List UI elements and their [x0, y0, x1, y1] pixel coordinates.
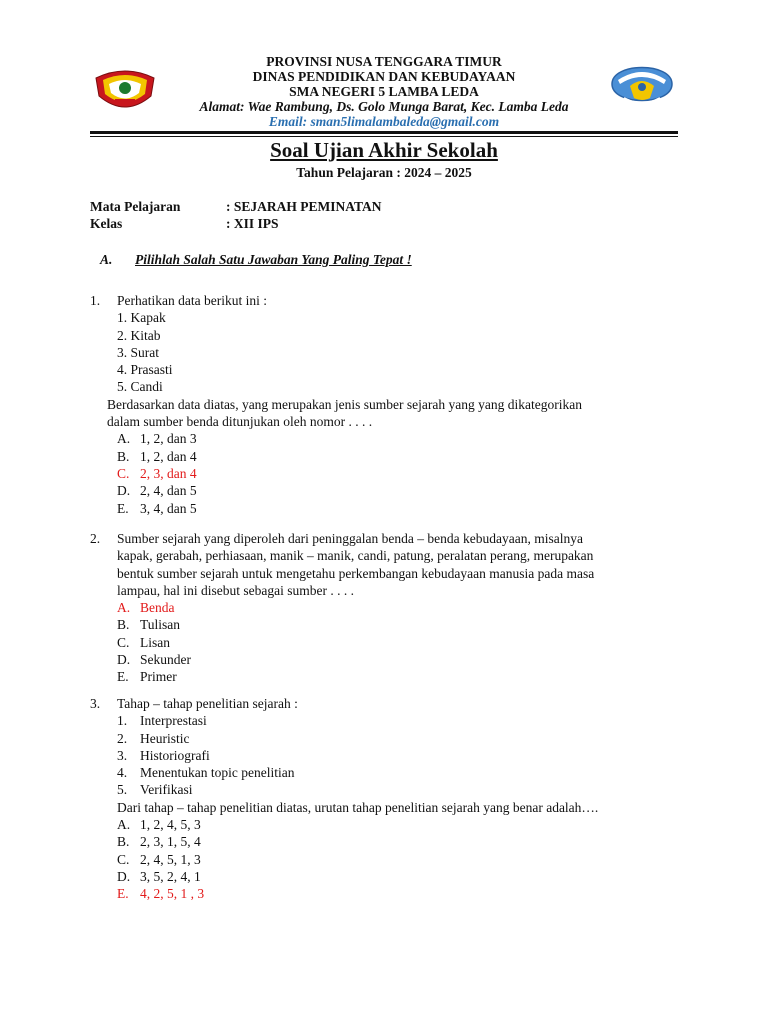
question-intro: Perhatikan data berikut ini : [117, 293, 267, 308]
question-stem: Berdasarkan data diatas, yang merupakan jenis sumber sejarah yang yang dikategorikan [107, 396, 582, 412]
option-a[interactable]: A. 1, 2, 4, 5, 3 [117, 817, 201, 833]
option-d[interactable]: D. 3, 5, 2, 4, 1 [117, 868, 201, 884]
option-c[interactable]: C. Lisan [117, 634, 170, 650]
header-divider-thick [90, 131, 678, 134]
section-instruction: Pilihlah Salah Satu Jawaban Yang Paling Tepat ! [135, 252, 412, 267]
subject-label: Mata Pelajaran [90, 199, 181, 214]
list-item: 5. Candi [117, 379, 163, 395]
question-3 [90, 695, 680, 903]
class-label: Kelas [90, 216, 123, 231]
tut-wuri-handayani-icon [610, 58, 674, 110]
list-item: 3. Surat [117, 344, 159, 360]
option-c[interactable]: C. 2, 4, 5, 1, 3 [117, 851, 201, 867]
question-stem: Dari tahap – tahap penelitian diatas, urutan tahap penelitian sejarah yang benar adalah…. [117, 799, 599, 815]
question-stem: lampau, hal ini disebut sebagai sumber . . . . [117, 582, 354, 598]
option-a[interactable]: A. 1, 2, dan 3 [117, 431, 197, 447]
school-name: SMA NEGERI 5 LAMBA LEDA [289, 84, 479, 99]
option-a[interactable]: A. Benda [117, 600, 175, 616]
department-name: DINAS PENDIDIKAN DAN KEBUDAYAAN [252, 69, 516, 84]
list-item: 2. Heuristic [117, 730, 190, 746]
option-e[interactable]: E. 4, 2, 5, 1 , 3 [117, 886, 205, 902]
option-b[interactable]: B. 2, 3, 1, 5, 4 [117, 834, 201, 850]
section-heading [100, 251, 412, 268]
class-value: : XII IPS [226, 216, 279, 231]
list-item: 5. Verifikasi [117, 782, 193, 798]
page-title: Soal Ujian Akhir Sekolah [270, 138, 498, 162]
option-d[interactable]: D. 2, 4, dan 5 [117, 483, 197, 499]
question-1 [90, 292, 680, 517]
question-2 [90, 530, 680, 686]
option-c[interactable]: C. 2, 3, dan 4 [117, 465, 197, 481]
class-row [90, 215, 279, 232]
option-e[interactable]: E. Primer [117, 669, 177, 685]
list-item: 4. Menentukan topic penelitian [117, 765, 295, 781]
option-b[interactable]: B. Tulisan [117, 617, 181, 633]
school-address: Alamat: Wae Rambung, Ds. Golo Munga Barat, Kec. Lamba Leda [199, 99, 569, 114]
question-number: 3. [90, 696, 101, 711]
question-stem: dalam sumber benda ditunjukan oleh nomor . . . . [107, 414, 373, 430]
province-name: PROVINSI NUSA TENGGARA TIMUR [266, 54, 502, 69]
question-number: 2. [90, 531, 101, 546]
subject-row [90, 198, 382, 215]
list-item: 1. Kapak [117, 310, 166, 326]
question-stem: kapak, gerabah, perhiasaan, manik – manik, candi, patung, peralatan perang, merupakan [117, 548, 594, 564]
list-item: 2. Kitab [117, 327, 161, 343]
subject-value: : SEJARAH PEMINATAN [226, 199, 382, 214]
list-item: 3. Historiografi [117, 747, 210, 763]
question-stem: bentuk sumber sejarah untuk mengetahu perkembangan kebudayaan manusia pada masa [117, 565, 595, 581]
question-stem: Sumber sejarah yang diperoleh dari peninggalan benda – benda kebudayaan, misalnya [117, 531, 583, 546]
option-b[interactable]: B. 1, 2, dan 4 [117, 448, 197, 464]
letterhead [160, 54, 608, 129]
option-e[interactable]: E. 3, 4, dan 5 [117, 500, 197, 516]
option-d[interactable]: D. Sekunder [117, 652, 191, 668]
section-label: A. [100, 252, 113, 267]
question-number: 1. [90, 293, 101, 308]
academic-year: Tahun Pelajaran : 2024 – 2025 [296, 165, 472, 180]
list-item: 1. Interprestasi [117, 713, 207, 729]
school-crest-icon [93, 66, 157, 112]
school-email: Email: sman5limalambaleda@gmail.com [268, 114, 500, 129]
list-item: 4. Prasasti [117, 362, 173, 378]
question-intro: Tahap – tahap penelitian sejarah : [117, 696, 298, 711]
